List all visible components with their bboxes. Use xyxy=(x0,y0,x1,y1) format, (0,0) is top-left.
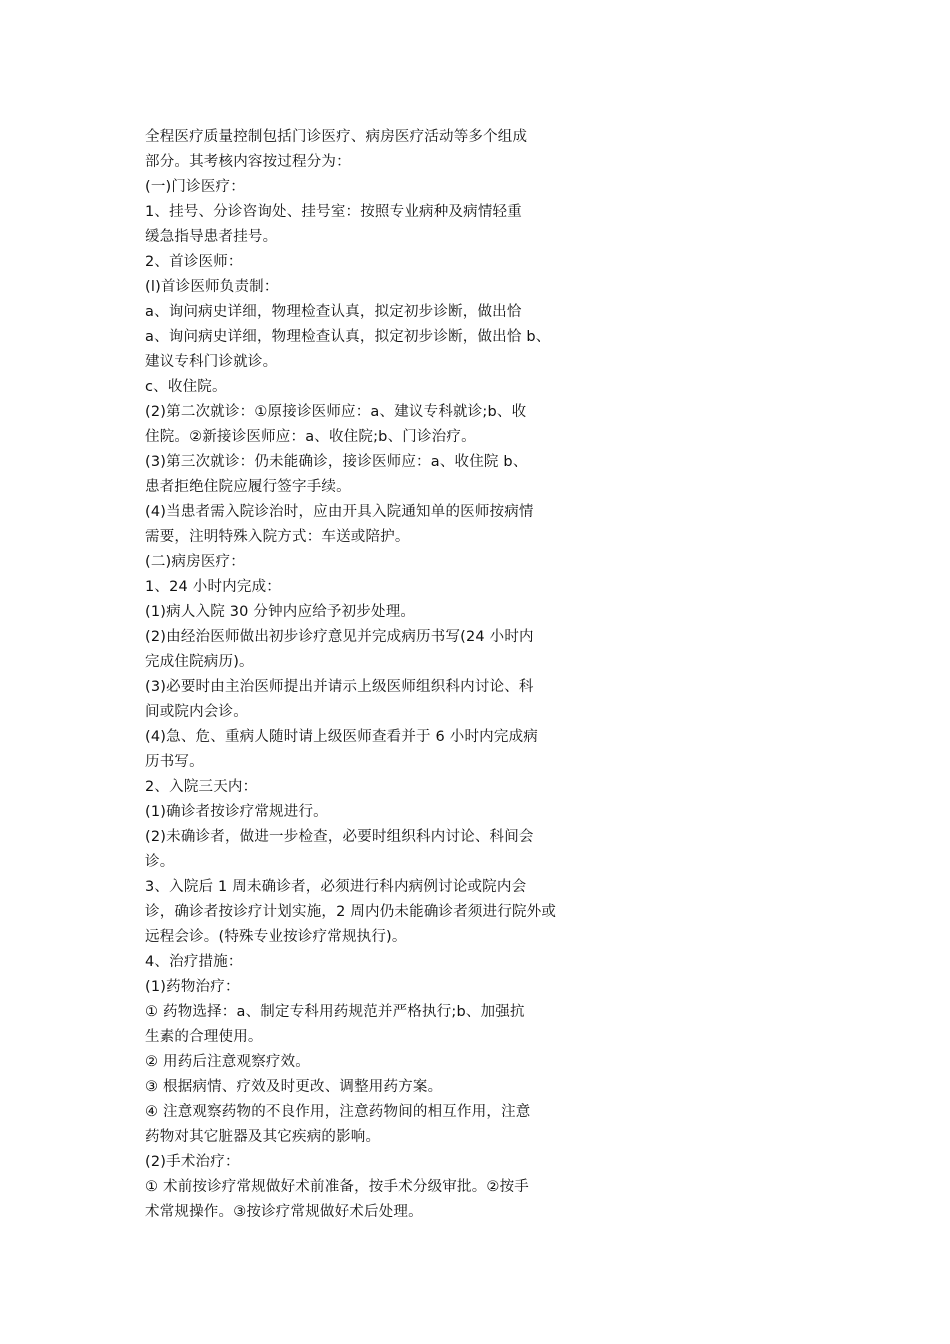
text-line: 需要，注明特殊入院方式：车送或陪护。 xyxy=(145,529,410,545)
text-line: (2)由经治医师做出初步诊疗意见并完成病历书写(24 小时内 xyxy=(145,629,534,645)
text-line: 药物对其它脏器及其它疾病的影响。 xyxy=(145,1129,381,1145)
text-line: 生素的合理使用。 xyxy=(145,1029,263,1045)
text-line: (3)必要时由主治医师提出并请示上级医师组织科内讨论、科 xyxy=(145,679,534,695)
document-body xyxy=(145,125,615,1225)
text-line: a、询问病史详细，物理检查认真，拟定初步诊断，做出恰 xyxy=(145,304,522,320)
text-line: 远程会诊。(特殊专业按诊疗常规执行)。 xyxy=(145,929,407,945)
text-line: ① 药物选择：a、制定专科用药规范并严格执行;b、加强抗 xyxy=(145,1004,525,1020)
text-line: (3)第三次就诊：仍未能确诊，接诊医师应：a、收住院 b、 xyxy=(145,454,528,470)
text-line: 建议专科门诊就诊。 xyxy=(145,354,278,370)
text-line: 诊。 xyxy=(145,854,175,870)
text-line: 3、入院后 1 周未确诊者，必须进行科内病例讨论或院内会 xyxy=(145,879,527,895)
text-line: (l)首诊医师负责制： xyxy=(145,279,279,295)
text-line: ④ 注意观察药物的不良作用，注意药物间的相互作用，注意 xyxy=(145,1104,531,1120)
text-line: 患者拒绝住院应履行签字手续。 xyxy=(145,479,351,495)
text-line: 4、治疗措施： xyxy=(145,954,243,970)
text-line: ① 术前按诊疗常规做好术前准备，按手术分级审批。②按手 xyxy=(145,1179,530,1195)
section-heading: (一)门诊医疗： xyxy=(145,179,245,195)
text-line: (1)病人入院 30 分钟内应给予初步处理。 xyxy=(145,604,416,620)
text-line: a、询问病史详细，物理检查认真，拟定初步诊断，做出恰 b、 xyxy=(145,329,551,345)
text-line: (2)第二次就诊：①原接诊医师应：a、建议专科就诊;b、收 xyxy=(145,404,527,420)
section-heading: (二)病房医疗： xyxy=(145,554,245,570)
text-line: (2)手术治疗： xyxy=(145,1154,240,1170)
text-line: 1、挂号、分诊咨询处、挂号室：按照专业病种及病情轻重 xyxy=(145,204,522,220)
text-line: 全程医疗质量控制包括门诊医疗、病房医疗活动等多个组成 xyxy=(145,129,528,145)
text-line: 2、入院三天内： xyxy=(145,779,258,795)
text-line: 术常规操作。③按诊疗常规做好术后处理。 xyxy=(145,1204,423,1220)
text-line: (2)未确诊者，做进一步检查，必要时组织科内讨论、科间会 xyxy=(145,829,534,845)
text-line: 完成住院病历)。 xyxy=(145,654,254,670)
text-line: (1)药物治疗： xyxy=(145,979,240,995)
text-line: 缓急指导患者挂号。 xyxy=(145,229,278,245)
text-line: c、收住院。 xyxy=(145,379,227,395)
text-line: 间或院内会诊。 xyxy=(145,704,248,720)
text-line: 2、首诊医师： xyxy=(145,254,243,270)
text-line: 历书写。 xyxy=(145,754,204,770)
text-line: (4)当患者需入院诊治时，应由开具入院通知单的医师按病情 xyxy=(145,504,534,520)
text-line: 住院。②新接诊医师应：a、收住院;b、门诊治疗。 xyxy=(145,429,476,445)
text-line: 部分。其考核内容按过程分为： xyxy=(145,154,351,170)
text-line: 诊，确诊者按诊疗计划实施，2 周内仍未能确诊者须进行院外或 xyxy=(145,904,557,920)
text-line: 1、24 小时内完成： xyxy=(145,579,281,595)
text-line: ② 用药后注意观察疗效。 xyxy=(145,1054,311,1070)
text-line: (4)急、危、重病人随时请上级医师查看并于 6 小时内完成病 xyxy=(145,729,538,745)
text-line: (1)确诊者按诊疗常规进行。 xyxy=(145,804,328,820)
text-line: ③ 根据病情、疗效及时更改、调整用药方案。 xyxy=(145,1079,443,1095)
